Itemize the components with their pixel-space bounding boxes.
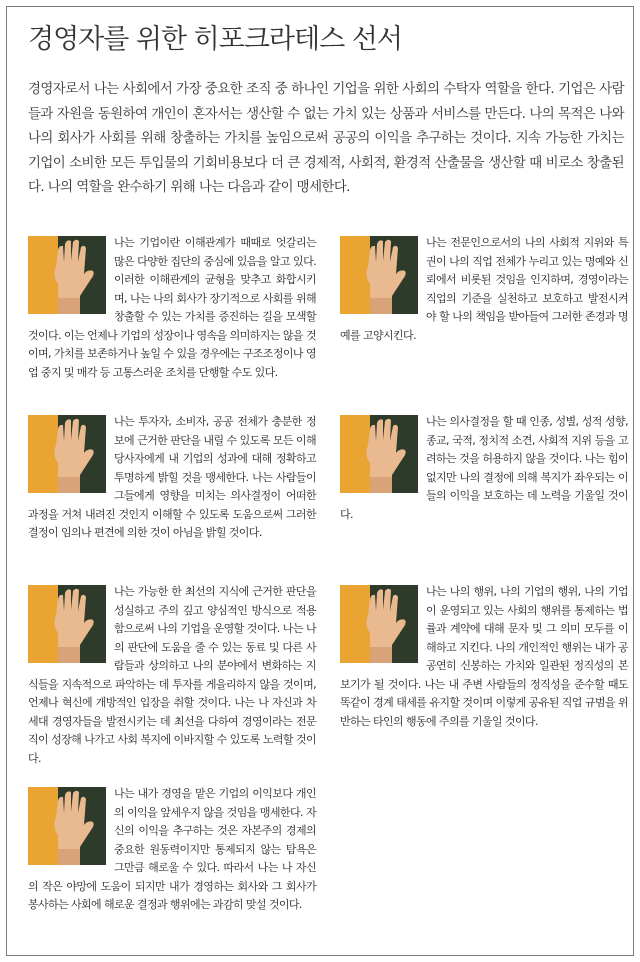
intro-paragraph: 경영자로서 나는 사회에서 가장 중요한 조직 중 하나인 기업을 위한 사회의 수탁자 역할을 한다. 기업은 사람들과 자원을 동원하여 개인이 혼자서는 생산할 수 없는 가치 있는 상품과 서비스를 만든다. 나의 목적은 나와 나의 회사가 사회를 위해 창출하는 가치를 높임으로써 공공의 이익을 추구하는 것이다. 지속 가능한 가치는 기업이 소비한 모든 투입물의 기회비용보다 더 큰 경제적, 사회적, 환경적 산출물을 생산할 때 비로소 창출된다. 나의 역할을 완수하기 위해 나는 다음과 같이 맹세한다. <box>28 82 624 195</box>
oath-item <box>340 413 628 524</box>
oath-item <box>28 583 316 768</box>
raised-hand-oath-icon <box>340 236 418 314</box>
oath-item <box>28 413 316 543</box>
oath-text: 나는 기업이란 이해관계가 때때로 엇갈리는 많은 다양한 집단의 중심에 있음을 알고 있다. 이러한 이해관계의 균형을 맞추고 화합시키며, 나는 나의 회사가 장기적으로 사회를 위해 창출할 수 있는 가치를 증진하는 길을 모색할 것이다. 이는 언제나 기업의 성장이나 영속을 의미하지는 않을 것이며, 가치를 보존하거나 높일 수 있을 경우에는 구조조정이나 영업 중지 및 매각 등 고통스러운 조치를 단행할 수도 있다. <box>28 236 316 379</box>
raised-hand-oath-icon <box>28 585 106 663</box>
raised-hand-oath-icon <box>340 585 418 663</box>
oath-item <box>28 234 316 382</box>
oath-text: 나는 투자자, 소비자, 공공 전체가 충분한 정보에 근거한 판단을 내릴 수 있도록 모든 이해당사자에게 내 기업의 성과에 대해 정확하고 투명하게 밝힐 것을 맹세한다. 나는 사람들이 그들에게 영향을 미치는 의사결정이 어떠한 과정을 거쳐 내려진 것인지 이해할 수 있도록 도움으로써 그러한 결정이 임의나 편견에 의한 것이 아님을 밝힐 것이다. <box>28 415 316 539</box>
raised-hand-oath-icon <box>340 415 418 493</box>
oath-item <box>340 583 628 731</box>
oath-text: 나는 나의 행위, 나의 기업의 행위, 나의 기업이 운영되고 있는 사회의 행위를 통제하는 법률과 계약에 대해 문자 및 그 의미 모두를 이해하고 지킨다. 나의 개인적인 행위는 내가 공공연히 신봉하는 가치와 일관된 정직성의 본보기가 될 것이다. 나는 내 주변 사람들의 정직성을 준수할 때도 똑같이 경계 태세를 유지할 것이며 이렇게 공유된 직업 규범을 위반하는 타인의 행동에 주의를 기울일 것이다. <box>340 585 628 728</box>
oath-item <box>340 234 628 345</box>
oath-text: 나는 의사결정을 할 때 인종, 성별, 성적 성향, 종교, 국적, 정치적 소견, 사회적 지위 등을 고려하는 것을 허용하지 않을 것이다. 나는 힘이 없지만 나의 결정에 의해 복지가 좌우되는 이들의 이익을 보호하는 데 노력을 기울일 것이다. <box>340 415 628 521</box>
oath-text: 나는 가능한 한 최선의 지식에 근거한 판단을 성실하고 주의 깊고 양심적인 방식으로 적용함으로써 나의 기업을 운영할 것이다. 나는 나의 판단에 도움을 줄 수 있는 동료 및 다른 사람들과 상의하고 나의 분야에서 변화하는 지식들을 지속적으로 파악하는 데 투자를 게을리하지 않을 것이며, 언제나 혁신에 개방적인 입장을 취할 것이다. 나는 나 자신과 차세대 경영자들을 발전시키는 데 최선을 다하여 경영이라는 전문직이 성장해 나가고 사회 복지에 이바지할 수 있도록 노력할 것이다. <box>28 585 316 765</box>
oath-text: 나는 내가 경영을 맡은 기업의 이익보다 개인의 이익을 앞세우지 않을 것임을 맹세한다. 자신의 이익을 추구하는 것은 자본주의 경제의 중요한 원동력이지만 통제되지 않는 탐욕은 그만큼 해로울 수 있다. 따라서 나는 나 자신의 작은 야망에 도움이 되지만 내가 경영하는 회사와 그 회사가 봉사하는 사회에 해로운 결정과 행위에는 과감히 맞설 것이다. <box>28 787 316 911</box>
oath-text: 나는 전문인으로서의 나의 사회적 지위와 특권이 나의 직업 전체가 누리고 있는 명예와 신뢰에서 비롯된 것임을 인지하며, 경영이라는 직업의 기준을 실천하고 보호하고 발전시켜야 할 나의 책임을 받아들여 그러한 존경과 명예를 고양시킨다. <box>340 236 628 342</box>
page-title: 경영자를 위한 히포크라테스 선서 <box>28 24 402 55</box>
oath-item <box>28 785 316 915</box>
raised-hand-oath-icon <box>28 787 106 865</box>
raised-hand-oath-icon <box>28 415 106 493</box>
raised-hand-oath-icon <box>28 236 106 314</box>
